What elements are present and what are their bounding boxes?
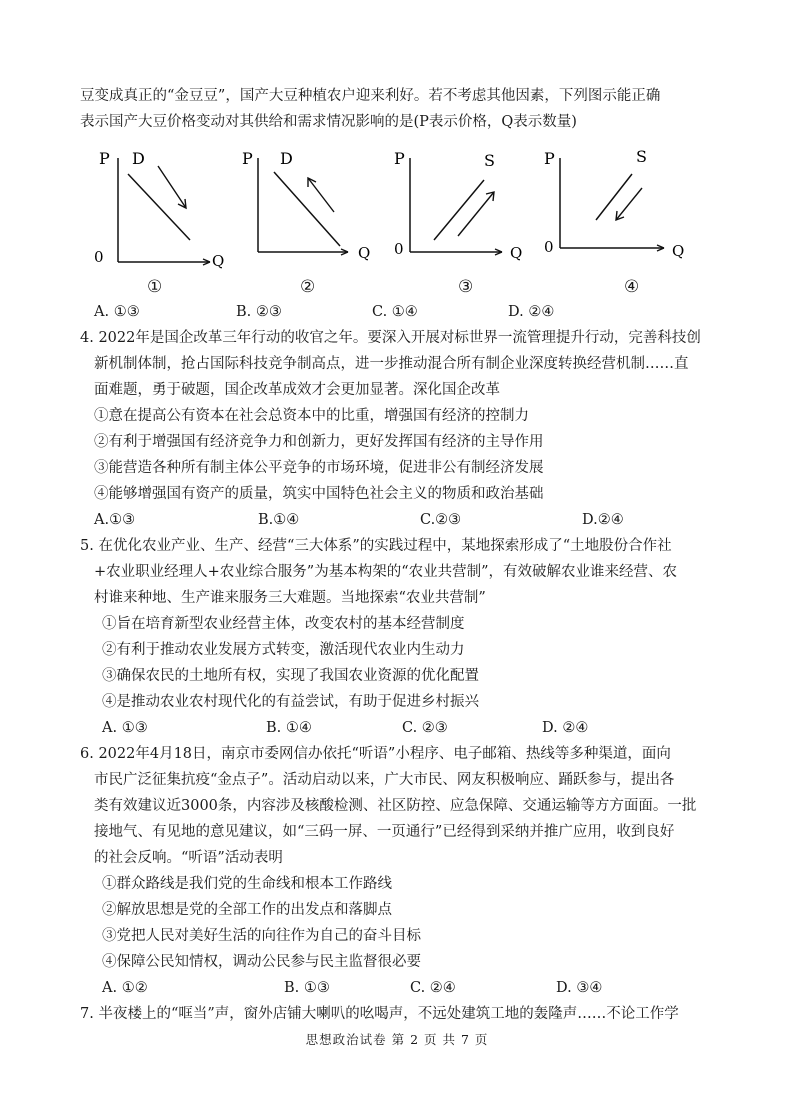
q3-stem-line-2: 表示国产大豆价格变动对其供给和需求情况影响的是(P表示价格，Q表示数量) bbox=[80, 114, 577, 130]
q4-line-3: 面难题，勇于破题，国企改革成效才会更加显著。深化国企改革 bbox=[94, 382, 500, 398]
graph-1 bbox=[90, 144, 230, 274]
graph-4-label: ④ bbox=[624, 277, 640, 297]
q5-line-3: 村谁来种地、生产谁来服务三大难题。当地探索“农业共营制” bbox=[94, 590, 486, 606]
q4-line-1: 4. 2022年是国企改革三年行动的收官之年。要深入开展对标世界一流管理提升行动，完善科技创 bbox=[80, 330, 701, 346]
graph-4-curve-label: S bbox=[636, 147, 647, 166]
graph-3-origin: 0 bbox=[394, 240, 404, 258]
q6-option-a[interactable]: A. ①② bbox=[102, 980, 148, 996]
q6-statement-4: ④保障公民知情权，调动公民参与民主监督很必要 bbox=[102, 954, 421, 970]
graph-1-q-label: Q bbox=[212, 252, 225, 270]
q6-option-d[interactable]: D. ③④ bbox=[556, 980, 603, 996]
graph-3-p-label: P bbox=[394, 149, 405, 168]
q6-option-b[interactable]: B. ①③ bbox=[284, 980, 330, 996]
graph-1-curve-label: D bbox=[132, 149, 145, 168]
q5-statement-1: ①旨在培育新型农业经营主体，改变农村的基本经营制度 bbox=[102, 616, 465, 632]
graph-4-p-label: P bbox=[544, 149, 555, 168]
q5-option-d[interactable]: D. ②④ bbox=[542, 720, 589, 736]
q4-option-d[interactable]: D.②④ bbox=[582, 512, 624, 528]
q3-option-b[interactable]: B. ②③ bbox=[236, 304, 282, 320]
graph-3 bbox=[390, 144, 530, 274]
q5-option-c[interactable]: C. ②③ bbox=[402, 720, 448, 736]
q3-option-d[interactable]: D. ②④ bbox=[508, 304, 555, 320]
graph-4-origin: 0 bbox=[544, 238, 554, 256]
q6-statement-2: ②解放思想是党的全部工作的出发点和落脚点 bbox=[102, 902, 392, 918]
q6-option-c[interactable]: C. ②④ bbox=[410, 980, 456, 996]
graph-4 bbox=[540, 144, 690, 274]
q4-statement-1: ①意在提高公有资本在社会总资本中的比重，增强国有经济的控制力 bbox=[94, 408, 529, 424]
page-footer: 思想政治试卷 第 2 页 共 7 页 bbox=[305, 1032, 489, 1047]
graph-1-label: ① bbox=[147, 277, 163, 297]
q5-statement-2: ②有利于推动农业发展方式转变，激活现代农业内生动力 bbox=[102, 642, 465, 658]
q3-option-c[interactable]: C. ①④ bbox=[372, 304, 418, 320]
q5-statement-3: ③确保农民的土地所有权，实现了我国农业资源的优化配置 bbox=[102, 668, 479, 684]
q4-statement-2: ②有利于增强国有经济竞争力和创新力，更好发挥国有经济的主导作用 bbox=[94, 434, 544, 450]
q4-option-c[interactable]: C.②③ bbox=[420, 512, 462, 528]
q4-statement-3: ③能营造各种所有制主体公平竞争的市场环境，促进非公有制经济发展 bbox=[94, 460, 544, 476]
q6-line-1: 6. 2022年4月18日，南京市委网信办依托“听语”小程序、电子邮箱、热线等多种渠道，面向 bbox=[80, 746, 671, 762]
q4-line-2: 新机制体制，抢占国际科技竞争制高点，进一步推动混合所有制企业深度转换经营机制……直 bbox=[94, 356, 689, 372]
graph-3-q-label: Q bbox=[510, 244, 523, 262]
q6-line-3: 类有效建议近3000条，内容涉及核酸检测、社区防控、应急保障、交通运输等方方面面。一批 bbox=[94, 798, 697, 814]
graph-1-p-label: P bbox=[99, 149, 110, 168]
q3-stem-line-1: 豆变成真正的“金豆豆”，国产大豆种植农户迎来利好。若不考虑其他因素，下列图示能正确 bbox=[80, 88, 661, 104]
graph-2-q-label: Q bbox=[358, 244, 371, 262]
graph-3-curve-label: S bbox=[484, 151, 495, 170]
q5-line-2: +农业职业经理人+农业综合服务”为基本构架的“农业共营制”，有效破解农业谁来经营、农 bbox=[94, 564, 678, 580]
q5-option-a[interactable]: A. ①③ bbox=[102, 720, 148, 736]
q6-line-2: 市民广泛征集抗疫“金点子”。活动启动以来，广大市民、网友积极响应、踊跃参与，提出各 bbox=[94, 772, 675, 788]
graph-2 bbox=[240, 144, 380, 274]
graph-3-label: ③ bbox=[458, 277, 474, 297]
graph-1-origin: 0 bbox=[94, 248, 104, 266]
q6-line-5: 的社会反响。“听语”活动表明 bbox=[94, 850, 283, 866]
q7-line-1: 7. 半夜楼上的“哐当”声，窗外店铺大喇叭的吆喝声，不远处建筑工地的轰隆声……不论工作学 bbox=[80, 1006, 679, 1022]
q4-statement-4: ④能够增强国有资产的质量，筑实中国特色社会主义的物质和政治基础 bbox=[94, 486, 544, 502]
q4-option-a[interactable]: A.①③ bbox=[94, 512, 136, 528]
graph-2-curve-label: D bbox=[280, 149, 293, 168]
graph-4-q-label: Q bbox=[672, 242, 685, 260]
q6-statement-1: ①群众路线是我们党的生命线和根本工作路线 bbox=[102, 876, 392, 892]
q5-option-b[interactable]: B. ①④ bbox=[266, 720, 312, 736]
q4-option-b[interactable]: B.①④ bbox=[258, 512, 300, 528]
q5-statement-4: ④是推动农业农村现代化的有益尝试，有助于促进乡村振兴 bbox=[102, 694, 479, 710]
graph-2-p-label: P bbox=[242, 149, 253, 168]
q3-option-a[interactable]: A. ①③ bbox=[94, 304, 140, 320]
graph-2-label: ② bbox=[300, 277, 316, 297]
q5-line-1: 5. 在优化农业产业、生产、经营“三大体系”的实践过程中，某地探索形成了“土地股份合作社 bbox=[80, 538, 672, 554]
q6-line-4: 接地气、有见地的意见建议，如“三码一屏、一页通行”已经得到采纳并推广应用，收到良好 bbox=[94, 824, 675, 840]
q6-statement-3: ③党把人民对美好生活的向往作为自己的奋斗目标 bbox=[102, 928, 421, 944]
